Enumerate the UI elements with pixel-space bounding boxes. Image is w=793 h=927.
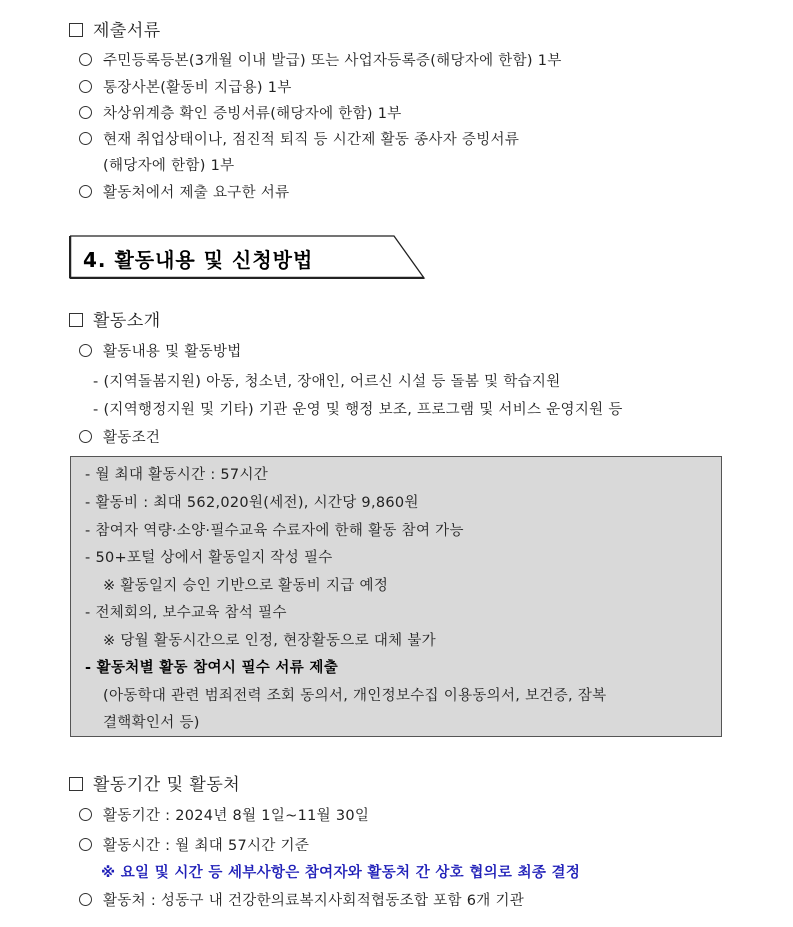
list-item-text: 활동처에서 제출 요구한 서류: [103, 185, 290, 201]
condition-line: - 전체회의, 보수교육 참석 필수: [85, 605, 287, 621]
list-item: [79, 102, 402, 123]
list-item-text: 활동내용 및 활동방법: [103, 344, 242, 360]
list-item-text: 주민등록등본(3개월 이내 발급) 또는 사업자등록증(해당자에 한함) 1부: [103, 53, 562, 69]
circle-bullet-icon: [79, 106, 92, 119]
note-highlight: ※ 요일 및 시간 등 세부사항은 참여자와 활동처 간 상호 협의로 최종 결정: [101, 865, 581, 881]
section-header-period: [69, 770, 240, 795]
condition-line-bold: - 활동처별 활동 참여시 필수 서류 제출: [85, 660, 339, 676]
section-title-banner: [69, 235, 426, 279]
conditions-box: [70, 456, 722, 737]
list-item: [79, 49, 562, 70]
list-item-text: 활동시간 : 월 최대 57시간 기준: [103, 838, 310, 854]
list-item: [79, 128, 519, 149]
checkbox-square-icon: [69, 313, 83, 327]
circle-bullet-icon: [79, 80, 92, 93]
circle-bullet-icon: [79, 430, 92, 443]
section-header-documents: [69, 16, 161, 41]
circle-bullet-icon: [79, 185, 92, 198]
list-item: [79, 834, 309, 855]
section-header-intro: [69, 306, 161, 331]
circle-bullet-icon: [79, 53, 92, 66]
checkbox-square-icon: [69, 23, 83, 37]
list-item-text: 차상위계층 확인 증빙서류(해당자에 한함) 1부: [103, 106, 402, 122]
condition-note: ※ 당월 활동시간으로 인정, 현장활동으로 대체 불가: [103, 633, 436, 649]
header-text: 제출서류: [93, 21, 161, 41]
list-item-text: 활동기간 : 2024년 8월 1일~11월 30일: [103, 808, 370, 824]
list-item-text: 활동처 : 성동구 내 건강한의료복지사회적협동조합 포함 6개 기관: [103, 893, 525, 909]
condition-line: - 월 최대 활동시간 : 57시간: [85, 467, 269, 483]
condition-note: ※ 활동일지 승인 기반으로 활동비 지급 예정: [103, 578, 389, 594]
dash-item: - (지역행정지원 및 기타) 기관 운영 및 행정 보조, 프로그램 및 서비스 운영지원 등: [93, 402, 623, 418]
circle-bullet-icon: [79, 893, 92, 906]
dash-item: - (지역돌봄지원) 아동, 청소년, 장애인, 어르신 시설 등 돌봄 및 학습지원: [93, 374, 561, 390]
list-item: [79, 76, 292, 97]
condition-line: - 50+포털 상에서 활동일지 작성 필수: [85, 550, 333, 566]
condition-line: - 활동비 : 최대 562,020원(세전), 시간당 9,860원: [85, 495, 419, 511]
circle-bullet-icon: [79, 132, 92, 145]
header-text: 활동소개: [93, 311, 161, 331]
list-item: [79, 181, 289, 202]
list-item-continuation: (해당자에 한함) 1부: [103, 158, 235, 174]
list-item-text: 활동조건: [103, 430, 161, 446]
list-item-text: 현재 취업상태이나, 점진적 퇴직 등 시간제 활동 종사자 증빙서류: [103, 132, 520, 148]
condition-detail: 결핵확인서 등): [103, 715, 200, 731]
condition-line: - 참여자 역량·소양·필수교육 수료자에 한해 활동 참여 가능: [85, 523, 464, 539]
list-item: [79, 804, 369, 825]
header-text: 활동기간 및 활동처: [93, 775, 241, 795]
circle-bullet-icon: [79, 838, 92, 851]
list-item: [79, 426, 160, 447]
condition-detail: (아동학대 관련 범죄전력 조회 동의서, 개인정보수집 이용동의서, 보건증, 잠복: [103, 688, 607, 704]
list-item: [79, 889, 524, 910]
circle-bullet-icon: [79, 808, 92, 821]
section-title: 4. 활동내용 및 신청방법: [83, 248, 314, 272]
circle-bullet-icon: [79, 344, 92, 357]
checkbox-square-icon: [69, 777, 83, 791]
list-item: [79, 340, 242, 361]
list-item-text: 통장사본(활동비 지급용) 1부: [103, 80, 292, 96]
